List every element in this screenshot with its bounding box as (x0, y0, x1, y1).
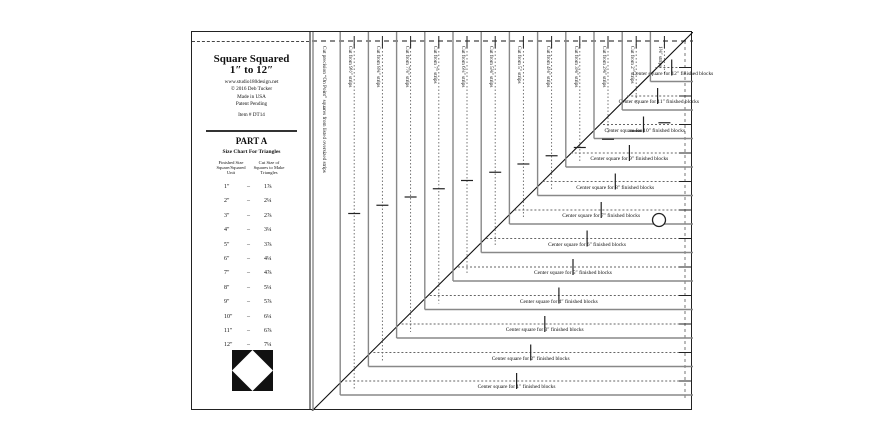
finished-size: 10″ (224, 313, 233, 320)
dash: – (247, 299, 250, 306)
label-prefix: Center square for (505, 327, 545, 333)
label-size: 7″ finished blocks (600, 213, 641, 219)
cut-size: 4¼ (264, 256, 272, 262)
cut-size: 2¼ (264, 198, 272, 205)
part-heading: PART A (235, 136, 268, 146)
label-size: 12″ finished blocks (671, 70, 714, 77)
strip-label: Cut from 8¾″ strips (375, 46, 382, 88)
size-chart-title: Size Chart For Triangles (222, 149, 281, 155)
finished-size: 8″ (224, 284, 230, 291)
center-square-label (548, 242, 626, 248)
title-line-2: 1″ to 12″ (229, 64, 274, 76)
label-prefix: Center square for (618, 99, 658, 105)
center-square-label (633, 71, 714, 77)
label-size: 5″ finished blocks (572, 270, 612, 276)
cut-size: 3¼ (264, 227, 272, 234)
patent: Patent Pending (235, 101, 268, 107)
strip-label: Cut from 9½″ strips (347, 46, 354, 88)
finished-size: 4″ (224, 227, 230, 234)
center-square-label (562, 213, 640, 219)
label-prefix: Center square for (562, 213, 601, 219)
center-square-label (619, 99, 699, 105)
col-header-finished: Finished Size Square/Squared Unit (216, 160, 246, 176)
title-line-1: Square Squared (213, 53, 290, 65)
strip-label: Cut from 7″ strips (431, 46, 438, 84)
strip-label: Cut from 5″ strips (516, 46, 523, 84)
label-size: 4″ finished blocks (558, 298, 598, 305)
dash: – (247, 284, 250, 291)
cut-size: 5⅞ (264, 299, 272, 306)
finished-size: 2″ (224, 198, 230, 205)
label-size: 9″ finished blocks (629, 156, 669, 162)
finished-size: 12″ (224, 342, 233, 349)
website: www.studio180design.net (224, 79, 279, 85)
label-prefix: Center square for (491, 355, 531, 362)
ruler-grid (192, 32, 693, 411)
label-size: 8″ finished blocks (615, 184, 655, 191)
center-square-label (506, 327, 584, 333)
label-prefix: Center square for (534, 270, 573, 276)
label-size: 6″ finished blocks (586, 241, 626, 248)
label-prefix: Center square for (548, 241, 587, 248)
cut-size: 5¼ (264, 284, 272, 291)
cut-size: 3⅞ (264, 241, 272, 248)
strip-label: Cut from 3⅜″ strips (572, 46, 579, 88)
label-prefix: Center square for (590, 156, 630, 162)
label-size: 1″ finished blocks (516, 384, 556, 390)
dash: – (247, 342, 250, 349)
finished-size: 1″ (224, 184, 230, 190)
cut-size: 6¼ (264, 313, 272, 320)
quilting-ruler (191, 31, 714, 410)
cut-size: 2⅞ (264, 212, 272, 219)
finished-size: 7″ (224, 270, 230, 277)
dash: – (247, 198, 250, 205)
label-prefix: Center square for (632, 70, 672, 77)
finished-size: 9″ (224, 299, 230, 306)
finished-size: 11″ (224, 328, 233, 334)
col-header-cut: Cut Size of Squares to Make Triangles (253, 160, 285, 176)
label-prefix: Center square for (604, 127, 644, 134)
strip-label: 1⅜″ strips (657, 46, 664, 68)
cut-size: 1⅞ (264, 184, 272, 190)
label-prefix: Center square for (576, 184, 616, 191)
label-prefix: Center square for (477, 384, 517, 390)
strip-label: Cut from 6¼″ strips (460, 46, 466, 88)
dash: – (247, 241, 250, 248)
label-prefix: Center square for (519, 298, 559, 305)
strip-label: Cut from 2⅝″ strips (601, 46, 607, 88)
finished-size: 3″ (224, 212, 230, 219)
dash: – (247, 270, 250, 277)
made-in: Made in USA (237, 94, 266, 100)
dash: – (247, 256, 250, 262)
center-square-label (492, 356, 570, 362)
label-size: 2″ finished blocks (530, 355, 570, 362)
circle-hole-icon (653, 214, 666, 227)
strip-label: Cut from 4⅛″ strips (544, 46, 551, 88)
center-square-label (590, 156, 668, 162)
center-square-label (605, 128, 686, 134)
copyright: © 2016 Deb Tucker (230, 86, 273, 92)
center-square-label (478, 384, 556, 390)
dash: – (247, 184, 250, 190)
dash: – (247, 313, 250, 320)
strip-label: Cut from 7⅞″ strips (403, 46, 410, 88)
cut-size: 7¼ (264, 342, 272, 349)
dash: – (247, 227, 250, 234)
center-square-label (576, 185, 654, 191)
strip-label: Cut from 2″ strips (629, 46, 636, 84)
label-size: 3″ finished blocks (544, 327, 584, 333)
cut-size: 4⅞ (264, 270, 272, 277)
cut-size: 6⅞ (264, 328, 272, 334)
finished-size: 5″ (224, 241, 230, 248)
strip-label: Cut from 5⅜″ strips (488, 46, 495, 88)
dash: – (247, 212, 250, 219)
label-size: 10″ finished blocks (643, 127, 686, 134)
center-square-label (520, 299, 598, 305)
center-square-label (534, 270, 612, 276)
dash: – (247, 328, 250, 334)
label-size: 11″ finished blocks (657, 99, 699, 105)
strip-intro-label: Cut precision “On Point” squares from listed oversized strips (321, 46, 327, 173)
item-number: Item # DT14 (238, 112, 265, 118)
finished-size: 6″ (224, 256, 230, 262)
